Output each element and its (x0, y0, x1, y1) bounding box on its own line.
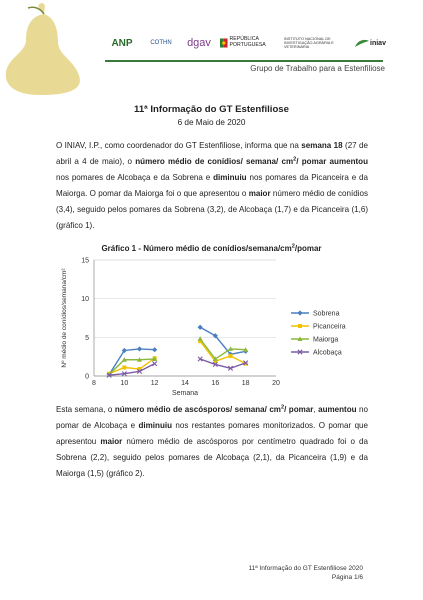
document-title: 11ª Informação do GT Estenfiliose (134, 104, 289, 115)
p2-bold (115, 405, 314, 414)
dgav-logo (182, 30, 216, 56)
y-tick-label: 15 (81, 257, 89, 265)
rp-logo-text: REPÚBLICA PORTUGUESA (229, 36, 266, 48)
x-tick-label: 12 (150, 380, 159, 387)
p1-text: número médio de conídios (3,4), seguido pelos pomares da Sobrena (3,2), de Alcobaça (1,7) e da Picanceira (1,6) (gráfico 1). (56, 188, 368, 230)
header-divider (105, 60, 383, 62)
chart-title-text: Gráfico 1 - Número médio de conídios/semana/cm (101, 244, 292, 253)
superscript-2: 2 (293, 156, 297, 163)
institute-logo-text: INSTITUTO NACIONAL DE INVESTIGAÇÃO AGRÁRIA E VETERINÁRIA (284, 36, 334, 50)
chart-title (0, 244, 423, 253)
p1-bold: maior (248, 188, 271, 198)
chart-conidios (56, 255, 368, 400)
cothn-logo-text: COTHN (150, 40, 172, 46)
dgav-logo-text: dgav (187, 37, 211, 49)
p2-text: , (313, 405, 319, 414)
p2-bold: diminuiu (138, 420, 173, 430)
superscript-2: 2 (291, 243, 295, 250)
series-line (109, 358, 154, 373)
p2-bold: maior (100, 436, 123, 446)
p2-text: Esta semana, o (56, 405, 115, 414)
header-logos (100, 30, 400, 58)
group-title: Grupo de Trabalho para a Estenfiliose (250, 64, 385, 73)
data-point (152, 347, 157, 352)
y-tick-label: 0 (85, 373, 89, 381)
y-tick-label: 10 (81, 296, 89, 304)
y-axis-label: Nº médio de conídios/semana/cm² (61, 268, 68, 368)
x-tick-label: 18 (241, 380, 250, 387)
p1-bold: semana 18 (301, 141, 343, 150)
data-point (297, 310, 302, 315)
paragraph-2 (56, 402, 368, 482)
footer-page-number: Página 1/6 (331, 574, 363, 581)
data-point (122, 365, 126, 369)
footer-doc-name: 11ª Informação do GT Estenfiliose 2020 (248, 565, 363, 572)
x-tick-label: 20 (272, 380, 280, 387)
series-line (200, 339, 246, 359)
p1-text: nos pomares da Picanceira e da Maiorga. O pomar da Maiorga foi o que apresentou o (56, 172, 368, 198)
republica-portuguesa-logo (220, 30, 280, 56)
x-tick-label: 8 (92, 380, 96, 387)
iniav-logo-text: iniav (370, 39, 386, 47)
anp-logo-text: ANP (111, 37, 133, 49)
p1-bold: diminuiu (213, 172, 247, 182)
x-axis-label: Semana (171, 390, 199, 397)
data-point (298, 324, 302, 328)
rp-emblem-icon (220, 37, 228, 49)
cothn-logo (146, 30, 176, 56)
data-point (229, 354, 233, 358)
p2-text: nos restantes pomares monitorizados. O pomar que apresentou (56, 420, 368, 446)
p2-text: no pomar de Alcobaça e (56, 405, 368, 430)
p1-bold-text: número médio de conídios/ semana/ cm (135, 156, 294, 166)
p1-text: O INIAV, I.P., como coordenador do GT Estenfiliose, informa que na (56, 141, 302, 150)
p2-bold-text: / pomar (284, 405, 314, 414)
x-tick-label: 14 (181, 380, 189, 387)
data-point (198, 336, 203, 341)
series-line (109, 364, 154, 376)
legend-label: Picanceira (313, 323, 346, 331)
x-tick-label: 16 (211, 380, 220, 387)
legend-label: Maiorga (313, 336, 339, 344)
paragraph-1 (56, 138, 368, 233)
p2-bold: aumentou (318, 405, 357, 414)
p1-bold: número médio de conídios/ semana/ $cm^2/$ (135, 156, 299, 166)
chart-title-suffix: /pomar (294, 244, 322, 253)
anp-logo (100, 30, 144, 56)
pear-logo (0, 0, 90, 95)
institute-logo (284, 30, 346, 56)
iniav-leaf-icon (354, 38, 370, 48)
superscript-2: 2 (280, 404, 285, 411)
p1-bold: pomar aumentou (301, 156, 369, 166)
legend-label: Alcobaça (313, 349, 342, 357)
p2-bold-text: número médio de ascósporos/ semana/ cm (114, 405, 281, 414)
x-tick-label: 10 (120, 380, 129, 387)
iniav-logo (350, 30, 390, 56)
document-date: 6 de Maio de 2020 (177, 118, 246, 127)
y-tick-label: 5 (85, 334, 89, 342)
legend-label: Sobrena (313, 310, 340, 318)
p2-text: número médio de ascósporos por centímetro quadrado foi o da Sobrena (2,2), seguido pelos pomares de Alcobaça (2,1), da Picanceira (1,9) e da Maiorga (1,5) (gráfico 2). (56, 436, 368, 478)
p1-text: nos pomares de Alcobaça e da Sobrena e (56, 172, 214, 182)
p1-text: (27 de abril a 4 de maio), o (56, 141, 368, 166)
data-point (137, 346, 142, 351)
